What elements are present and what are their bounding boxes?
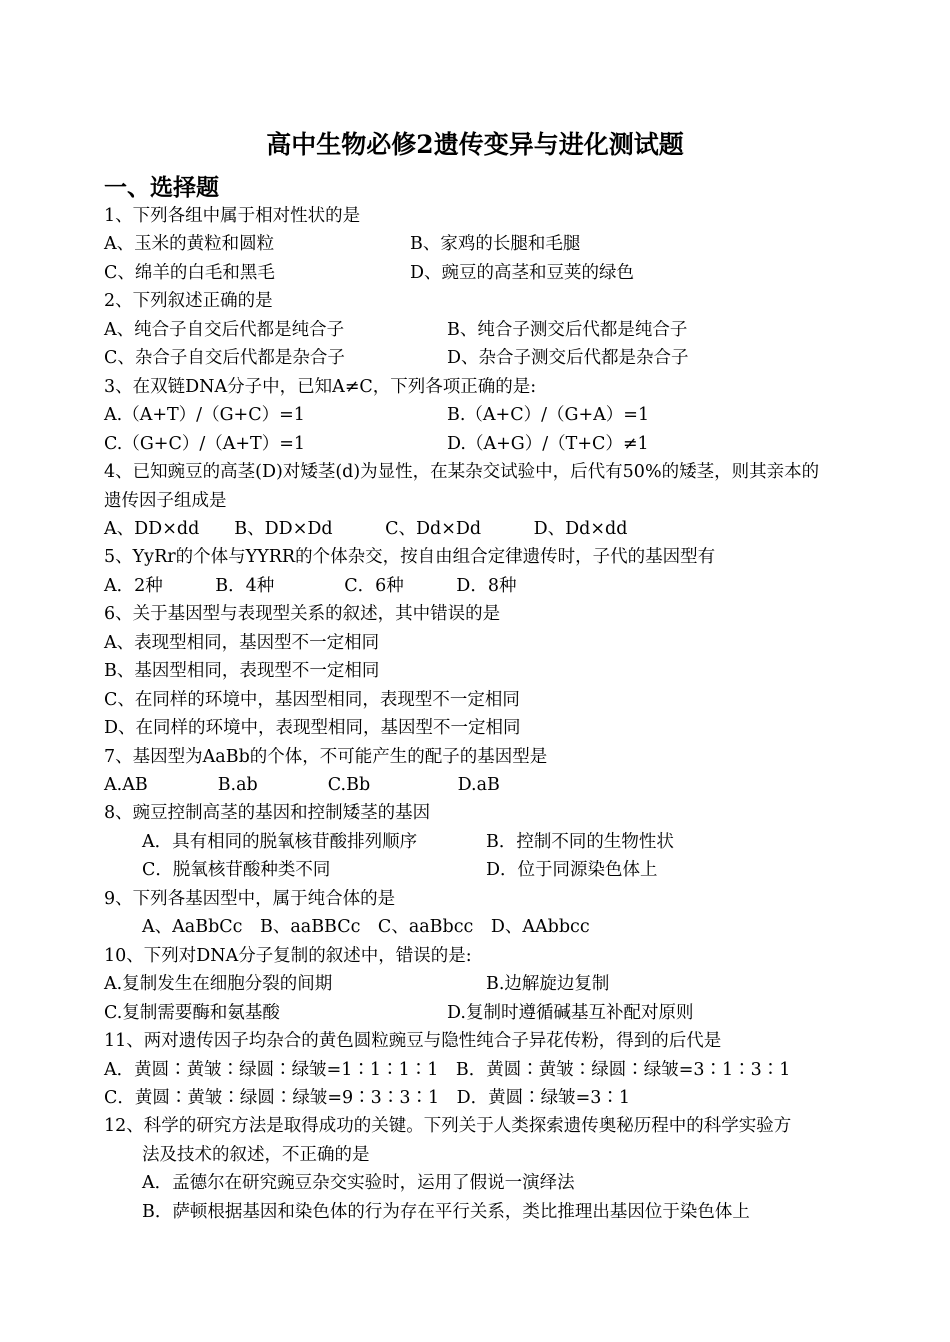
text-line [104,259,635,287]
text-line [104,202,360,230]
text-line [104,600,500,628]
text-line [142,856,658,884]
text-line [104,373,536,401]
text-line [104,714,521,742]
line-text: A、AaBbCc B、aaBBCc C、aaBbcc D、AAbbcc [142,917,590,938]
text-line [104,629,379,657]
line-text: 3、在双链DNA分子中，已知A≠C，下列各项正确的是: [104,376,537,397]
line-text: C、杂合子自交后代都是杂合子 [104,348,345,369]
line-text: 遗传因子组成是 [104,490,227,511]
line-text: A.（A+T）/（G+C）=1 [104,405,305,426]
line-text: D、在同样的环境中，表现型相同，基因型不一定相同 [104,718,521,739]
line-text: A、玉米的黄粒和圆粒 [104,234,275,255]
line-text: 11、两对遗传因子均杂合的黄色圆粒豌豆与隐性纯合子异花传粉，得到的后代是 [104,1031,722,1052]
text-line [104,970,610,998]
line-text: 法及技术的叙述，不正确的是 [142,1144,370,1165]
line-text: A．具有相同的脱氧核苷酸排列顺序 [142,831,418,852]
text-line [142,828,674,856]
line-text: A.复制发生在细胞分裂的间期 [104,974,333,995]
option-right: D．位于同源染色体上 [486,860,658,881]
option-right: D、杂合子测交后代都是杂合子 [447,348,689,369]
line-text: B．萨顿根据基因和染色体的行为存在平行关系，类比推理出基因位于染色体上 [142,1201,750,1222]
line-text: C．脱氧核苷酸种类不同 [142,860,331,881]
text-line [104,743,547,771]
option-right: B.（A+C）/（G+A）=1 [447,405,650,426]
option-right: B、纯合子测交后代都是纯合子 [447,319,688,340]
line-text: 9、下列各基因型中，属于纯合体的是 [104,888,396,909]
text-line [104,287,273,315]
option-right: D.复制时遵循碱基互补配对原则 [447,1002,694,1023]
text-line [104,515,627,543]
line-text: A．孟德尔在研究豌豆杂交实验时，运用了假说一演绎法 [142,1173,575,1194]
line-text: 8、豌豆控制高茎的基因和控制矮茎的基因 [104,803,431,824]
option-right: B．控制不同的生物性状 [486,831,674,852]
text-line [104,799,430,827]
line-text: 6、关于基因型与表现型关系的叙述，其中错误的是 [104,604,501,625]
text-line [104,657,379,685]
text-line [104,572,516,600]
text-line [104,487,227,515]
text-line [142,1169,575,1197]
text-line [142,1198,750,1226]
text-line [104,1112,791,1140]
line-text: A、DD×dd B、DD×Dd C、Dd×Dd D、Dd×dd [104,518,628,539]
text-line [104,999,694,1027]
line-text: 2、下列叙述正确的是 [104,291,273,312]
text-line [104,344,689,372]
text-line [104,771,500,799]
line-text: 4、已知豌豆的高茎(D)对矮茎(d)为显性，在某杂交试验中，后代有50%的矮茎，则其亲本的 [104,462,820,483]
line-text: B、基因型相同，表现型不一定相同 [104,661,380,682]
text-line [104,316,688,344]
option-right: D、豌豆的高茎和豆荚的绿色 [410,262,635,283]
text-line [104,1056,790,1084]
line-text: C、在同样的环境中，基因型相同，表现型不一定相同 [104,689,520,710]
line-text: C.（G+C）/（A+T）=1 [104,433,306,454]
line-text: 12、科学的研究方法是取得成功的关键。下列关于人类探索遗传奥秘历程中的科学实验方 [104,1116,792,1137]
line-text: A.AB B.ab C.Bb D.aB [104,775,500,795]
line-text: C．黄圆∶黄皱∶绿圆∶绿皱=9∶3∶3∶1 D．黄圆∶绿皱=3∶1 [104,1087,631,1108]
section-heading: 一、选择题 [104,174,219,201]
text-line [104,458,819,486]
text-line [142,1141,370,1169]
line-text: 5、YyRr的个体与YYRR的个体杂交，按自由组合定律遗传时，子代的基因型有 [104,547,716,568]
option-right: D.（A+G）/（T+C）≠1 [447,433,649,454]
text-line [142,913,590,941]
line-text: A．2种 B．4种 C．6种 D．8种 [104,575,517,596]
line-text: A、表现型相同，基因型不一定相同 [104,632,380,653]
line-text: A．黄圆∶黄皱∶绿圆∶绿皱=1∶1∶1∶1 B．黄圆∶黄皱∶绿圆∶绿皱=3∶1∶3∶1 [104,1059,791,1080]
line-text: A、纯合子自交后代都是纯合子 [104,319,345,340]
text-line [104,401,650,429]
text-line [104,885,395,913]
text-line [104,430,649,458]
text-line [104,543,715,571]
option-right: B.边解旋边复制 [486,974,610,995]
text-line [104,942,472,970]
line-text: C.复制需要酶和氨基酸 [104,1002,280,1023]
text-line [104,686,520,714]
text-line [104,230,581,258]
line-text: C、绵羊的白毛和黑毛 [104,262,275,283]
option-right: B、家鸡的长腿和毛腿 [410,234,581,255]
text-line [104,1084,630,1112]
line-text: 1、下列各组中属于相对性状的是 [104,206,361,226]
text-line [104,1027,721,1055]
line-text: 10、下列对DNA分子复制的叙述中，错误的是: [104,945,472,966]
line-text: 7、基因型为AaBb的个体，不可能产生的配子的基因型是 [104,746,548,767]
page-title: 高中生物必修2遗传变异与进化测试题 [266,130,684,159]
